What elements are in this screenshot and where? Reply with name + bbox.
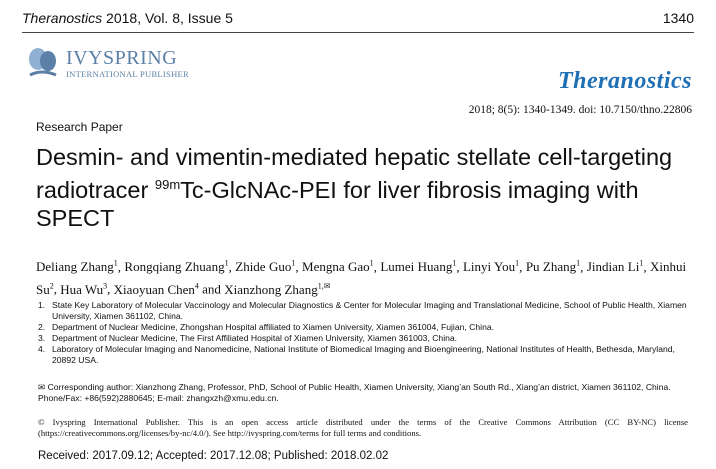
- author: [587, 259, 644, 274]
- affiliation-number: 1.: [38, 300, 46, 310]
- author-affiliation-mark: 1,✉: [317, 281, 331, 291]
- author-name: Lumei Huang: [380, 259, 453, 275]
- author-name: Hua Wu: [60, 281, 104, 297]
- author: [60, 282, 107, 297]
- journal-name: Theranostics: [22, 10, 103, 26]
- author: [114, 282, 199, 297]
- author-affiliation-mark: 1: [639, 259, 644, 268]
- title-superscript: 99m: [154, 177, 181, 192]
- author-affiliation-mark: 1: [113, 259, 118, 268]
- affiliation-item: [38, 322, 688, 333]
- affiliation-item: [38, 333, 688, 344]
- author: [302, 259, 374, 274]
- received-dates: Received: 2017.09.12; Accepted: 2017.12.08; Published: 2018.02.02: [38, 450, 389, 462]
- author-name: Linyi You: [462, 259, 516, 275]
- title-part-2: Tc-GlcNAc-PEI for liver fibrosis imaging with SPECT: [36, 176, 639, 231]
- corresponding-author: ✉ Corresponding author: Xianzhong Zhang, Professor, PhD, School of Public Health, Xiamen University, Xiang’an South Rd., Xiang’an district, Xiamen 361102, China. Phone/Fax: +86(592)2880645; E-mail: zhangxzh@xmu.edu.cn.: [38, 382, 671, 403]
- journal-logo: Theranostics: [557, 68, 692, 94]
- author-affiliation-mark: 4: [194, 281, 199, 291]
- affiliation-text: Laboratory of Molecular Imaging and Nanomedicine, National Institute of Biomedical Imaging and Bioengineering, National Institutes of Health, Bethesda, Maryland, 20892 USA.: [52, 344, 675, 365]
- author: [224, 282, 330, 297]
- author-affiliation-mark: 3: [103, 281, 108, 291]
- author-name: Rongqiang Zhuang: [124, 259, 225, 275]
- author-affiliation-mark: 1: [576, 259, 581, 268]
- author-affiliation-mark: 1: [515, 259, 520, 268]
- running-header: [22, 10, 233, 26]
- author-name: Mengna Gao: [302, 259, 370, 275]
- author-name: Jindian Li: [586, 259, 640, 275]
- volume-info: 2018, Vol. 8, Issue 5: [102, 10, 233, 26]
- affiliation-item: [38, 344, 688, 366]
- affiliation-number: 3.: [38, 333, 46, 343]
- paper-title: [36, 143, 696, 232]
- author-affiliation-mark: 1: [452, 259, 457, 268]
- author-name: Pu Zhang: [525, 259, 577, 275]
- author: [526, 259, 580, 274]
- ivy-leaf-icon: [24, 45, 64, 81]
- author-name: Zhide Guo: [235, 259, 292, 275]
- affiliation-number: 4.: [38, 344, 46, 354]
- author-name: Deliang Zhang: [36, 259, 114, 275]
- author-affiliation-mark: 1: [369, 259, 374, 268]
- citation: 2018; 8(5): 1340-1349. doi: 10.7150/thno.22806: [468, 104, 692, 116]
- author-affiliation-mark: 2: [49, 281, 54, 291]
- author-affiliation-mark: 1: [224, 259, 229, 268]
- publisher-logo: [24, 45, 194, 85]
- author-name: Xiaoyuan Chen: [113, 281, 195, 297]
- affiliation-item: [38, 300, 688, 322]
- author-affiliation-mark: 1: [291, 259, 296, 268]
- author: [36, 259, 118, 274]
- author-list: Deliang Zhang$^1$, Rongqiang Zhuang$^1$, Zhide Guo$^1$, Mengna Gao$^1$, Lumei Huang$^1$, Linyi You$^1$, Pu Zhang$^1$, Jindian Li$^1$, Xinhui Su$^2$, Hua Wu$^3$, Xiaoyuan Chen$^4$ and Xianzhong Zhang$^{1,✉}$: [36, 259, 687, 297]
- affiliation-text: Department of Nuclear Medicine, The First Affiliated Hospital of Xiamen University, Xiamen 361003, China.: [52, 333, 458, 343]
- author: [235, 259, 295, 274]
- author-name: Xinhui Su: [36, 259, 687, 297]
- author-name: Xianzhong Zhang: [224, 281, 318, 297]
- article-type: Research Paper: [36, 120, 123, 134]
- affiliation-number: 2.: [38, 322, 46, 332]
- author: [124, 259, 228, 274]
- publisher-name: IVYSPRING: [66, 47, 178, 69]
- author: [380, 259, 456, 274]
- affiliation-text: State Key Laboratory of Molecular Vaccinology and Molecular Diagnostics & Center for Molecular Imaging and Translational Medicine, School of Public Health, Xiamen University, Xiamen 361102, China.: [52, 300, 687, 321]
- license-notice: © Ivyspring International Publisher. This is an open access article distributed under the terms of the Creative Commons Attribution (CC BY-NC) license (https://creativecommons.org/licenses/by-nc/4.0/). See http://ivyspring.com/terms for full terms and conditions.: [38, 417, 688, 438]
- page-number: 1340: [662, 10, 694, 26]
- affiliations: [38, 300, 688, 366]
- publisher-subtitle: INTERNATIONAL PUBLISHER: [66, 69, 189, 79]
- author: [463, 259, 519, 274]
- title-part-1: Desmin- and vimentin-mediated hepatic stellate cell-targeting radiotracer: [36, 144, 673, 203]
- header-divider: [22, 32, 694, 33]
- affiliation-text: Department of Nuclear Medicine, Zhongshan Hospital affiliated to Xiamen University, Xiamen 361004, Fujian, China.: [52, 322, 495, 332]
